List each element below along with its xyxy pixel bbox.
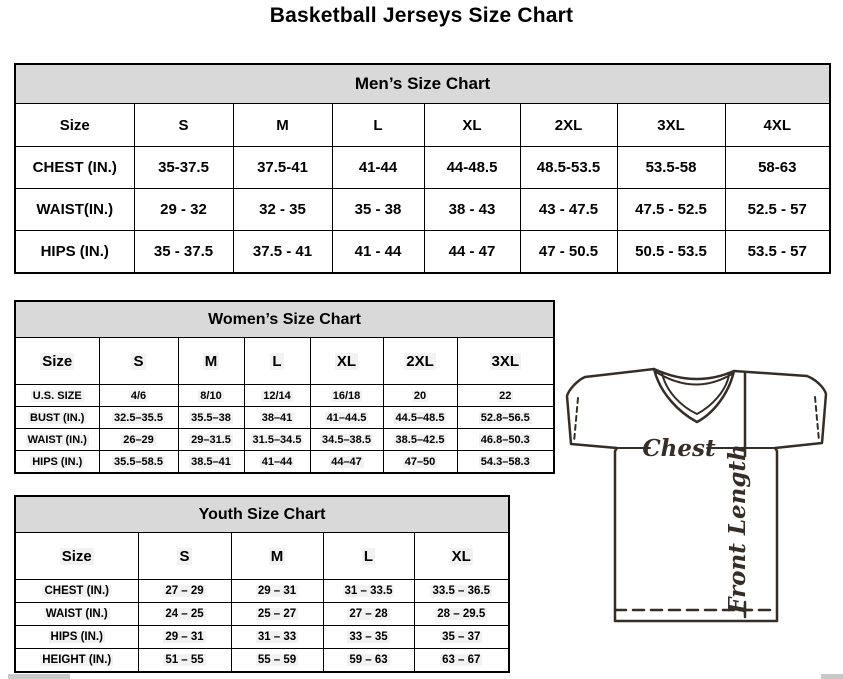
youth-cell-1-1 — [231, 603, 323, 626]
cell-text: 35.5–58.5 — [114, 455, 163, 468]
cell-text: CHEST (IN.) — [44, 585, 110, 597]
men-column-header-3: L — [332, 104, 424, 147]
cell-text: 16/18 — [332, 389, 361, 402]
cell-text: WAIST (IN.) — [27, 433, 87, 446]
women-cell-3-5 — [457, 451, 554, 474]
women-cell-1-5 — [457, 407, 554, 429]
women-table-row — [15, 385, 554, 407]
women-row-label-2 — [15, 429, 99, 451]
men-column-header-6: 3XL — [617, 104, 725, 147]
youth-cell-1-0 — [138, 603, 231, 626]
horizontal-scrollbar-thumb-left[interactable] — [8, 674, 70, 679]
men-cell-2-4: 47 - 50.5 — [520, 231, 617, 274]
cell-text: 8/10 — [200, 389, 222, 402]
cell-text: S — [179, 547, 190, 565]
men-cell-2-6: 53.5 - 57 — [725, 231, 830, 274]
women-cell-0-0 — [99, 385, 178, 407]
cell-text: HEIGHT (IN.) — [42, 654, 112, 666]
youth-cell-0-3 — [414, 580, 509, 603]
women-table-row — [15, 451, 554, 474]
youth-table-row — [15, 649, 509, 673]
men-cell-0-1: 37.5-41 — [233, 147, 332, 189]
cell-text: 38–41 — [261, 411, 293, 424]
cell-text: 35 – 37 — [442, 631, 481, 643]
cell-text: 4/6 — [130, 389, 147, 402]
youth-cell-3-2 — [323, 649, 414, 673]
men-cell-2-1: 37.5 - 41 — [233, 231, 332, 274]
cell-text: 31 – 33 — [257, 631, 297, 643]
women-row-label-1 — [15, 407, 99, 429]
men-cell-2-3: 44 - 47 — [424, 231, 520, 274]
cell-text: 12/14 — [263, 389, 291, 402]
youth-cell-2-0 — [138, 626, 231, 649]
men-cell-2-5: 50.5 - 53.5 — [617, 231, 725, 274]
cell-text: L — [363, 547, 374, 565]
cell-text: 47–50 — [404, 455, 436, 468]
cell-text: 44.5–48.5 — [395, 411, 445, 424]
cell-text: 25 – 27 — [257, 608, 297, 620]
youth-column-header-2 — [231, 533, 323, 580]
cell-text: 24 – 25 — [165, 608, 204, 620]
horizontal-scrollbar-thumb-right[interactable] — [821, 674, 843, 679]
women-cell-2-0 — [99, 429, 178, 451]
men-column-header-2: M — [233, 104, 332, 147]
youth-cell-1-2 — [323, 603, 414, 626]
men-table-row — [15, 231, 830, 274]
men-cell-1-3: 38 - 43 — [424, 189, 520, 231]
youth-column-header-4 — [414, 533, 509, 580]
youth-cell-2-3 — [414, 626, 509, 649]
women-cell-1-4 — [383, 407, 457, 429]
cell-text: Size — [61, 547, 92, 565]
women-column-header-6 — [457, 338, 554, 385]
women-cell-0-2 — [244, 385, 310, 407]
women-column-header-5 — [383, 338, 457, 385]
youth-row-label-2 — [15, 626, 138, 649]
youth-column-header-0 — [15, 533, 138, 580]
cell-text: 33 – 35 — [349, 631, 388, 643]
women-table-title: Women’s Size Chart — [15, 301, 554, 338]
youth-size-table — [14, 495, 510, 673]
cell-text: Size — [42, 352, 73, 370]
women-cell-3-1 — [178, 451, 244, 474]
cell-text: 3XL — [491, 352, 520, 370]
women-column-header-3 — [244, 338, 310, 385]
men-cell-1-6: 52.5 - 57 — [725, 189, 830, 231]
jersey-outline — [567, 369, 826, 621]
cell-text: 44–47 — [331, 455, 362, 468]
women-cell-2-4 — [383, 429, 457, 451]
cell-text: BUST (IN.) — [30, 411, 85, 424]
womens-size-table — [14, 300, 555, 474]
cell-text: 59 – 63 — [349, 654, 388, 666]
cell-text: 31.5–34.5 — [252, 433, 302, 446]
men-cell-1-1: 32 - 35 — [233, 189, 332, 231]
men-table-row — [15, 147, 830, 189]
cell-text: 52.8–56.5 — [480, 411, 530, 424]
women-cell-0-3 — [310, 385, 383, 407]
youth-table-row — [15, 626, 509, 649]
youth-cell-0-0 — [138, 580, 231, 603]
men-row-label-0: CHEST (IN.) — [15, 147, 134, 189]
men-cell-1-5: 47.5 - 52.5 — [617, 189, 725, 231]
women-cell-3-2 — [244, 451, 310, 474]
chest-measure-label: Chest — [642, 435, 716, 462]
men-column-header-1: S — [134, 104, 233, 147]
cell-text: 38.5–42.5 — [395, 433, 445, 446]
cell-text: HIPS (IN.) — [32, 455, 83, 468]
cell-text: 31 – 33.5 — [344, 585, 393, 597]
mens-size-table — [14, 63, 831, 274]
men-table-title: Men’s Size Chart — [15, 64, 830, 104]
cell-text: 55 – 59 — [257, 654, 297, 666]
youth-cell-2-1 — [231, 626, 323, 649]
cell-text: 34.5–38.5 — [322, 433, 371, 446]
men-cell-0-2: 41-44 — [332, 147, 424, 189]
men-cell-0-3: 44-48.5 — [424, 147, 520, 189]
mens-size-chart-table — [14, 63, 829, 274]
women-cell-1-1 — [178, 407, 244, 429]
cell-text: U.S. SIZE — [32, 389, 82, 402]
youth-table-title: Youth Size Chart — [15, 496, 509, 533]
women-column-header-1 — [99, 338, 178, 385]
women-cell-2-1 — [178, 429, 244, 451]
youth-cell-0-2 — [323, 580, 414, 603]
cell-text: 26–29 — [123, 433, 154, 446]
cell-text: 41–44 — [261, 455, 293, 468]
men-cell-2-0: 35 - 37.5 — [134, 231, 233, 274]
women-cell-1-2 — [244, 407, 310, 429]
cell-text: 54.3–58.3 — [480, 455, 530, 468]
youth-cell-3-0 — [138, 649, 231, 673]
cell-text: 33.5 – 36.5 — [432, 585, 491, 597]
women-cell-1-3 — [310, 407, 383, 429]
youth-cell-1-3 — [414, 603, 509, 626]
youth-cell-2-2 — [323, 626, 414, 649]
men-cell-0-6: 58-63 — [725, 147, 830, 189]
women-cell-2-2 — [244, 429, 310, 451]
women-row-label-3 — [15, 451, 99, 474]
men-cell-0-4: 48.5-53.5 — [520, 147, 617, 189]
cell-text: WAIST (IN.) — [45, 608, 108, 620]
men-cell-1-2: 35 - 38 — [332, 189, 424, 231]
men-column-header-5: 2XL — [520, 104, 617, 147]
cell-text: 20 — [413, 389, 427, 402]
cell-text: HIPS (IN.) — [50, 631, 103, 643]
youth-row-label-1 — [15, 603, 138, 626]
men-cell-0-0: 35-37.5 — [134, 147, 233, 189]
cell-text: L — [272, 352, 282, 370]
women-column-header-4 — [310, 338, 383, 385]
cell-text: 29–31.5 — [191, 433, 231, 446]
women-column-header-2 — [178, 338, 244, 385]
men-table-row — [15, 189, 830, 231]
men-cell-2-2: 41 - 44 — [332, 231, 424, 274]
women-column-header-0 — [15, 338, 99, 385]
women-cell-1-0 — [99, 407, 178, 429]
cell-text: 22 — [499, 389, 512, 402]
men-cell-0-5: 53.5-58 — [617, 147, 725, 189]
youth-row-label-3 — [15, 649, 138, 673]
cell-text: XL — [336, 352, 357, 370]
youth-column-header-3 — [323, 533, 414, 580]
cell-text: 41–44.5 — [326, 411, 367, 424]
cell-text: 32.5–35.5 — [114, 411, 163, 424]
men-row-label-2: HIPS (IN.) — [15, 231, 134, 274]
cell-text: 28 – 29.5 — [437, 608, 486, 620]
women-cell-0-1 — [178, 385, 244, 407]
cell-text: 29 – 31 — [257, 585, 297, 597]
men-cell-1-4: 43 - 47.5 — [520, 189, 617, 231]
cell-text: 38.5–41 — [191, 455, 231, 468]
youth-cell-3-3 — [414, 649, 509, 673]
youth-table-row — [15, 603, 509, 626]
women-cell-3-4 — [383, 451, 457, 474]
jersey-illustration — [558, 360, 840, 632]
front-length-measure-label: Front Length — [724, 444, 751, 614]
men-cell-1-0: 29 - 32 — [134, 189, 233, 231]
cell-text: M — [204, 352, 218, 370]
cell-text: M — [270, 547, 284, 565]
youth-size-chart-table — [14, 495, 508, 673]
youth-row-label-0 — [15, 580, 138, 603]
men-column-header-7: 4XL — [725, 104, 830, 147]
cell-text: 35.5–38 — [191, 411, 231, 424]
men-column-header-0: Size — [15, 104, 134, 147]
cell-text: XL — [451, 547, 471, 565]
men-row-label-1: WAIST(IN.) — [15, 189, 134, 231]
women-cell-3-3 — [310, 451, 383, 474]
youth-table-row — [15, 580, 509, 603]
youth-cell-0-1 — [231, 580, 323, 603]
cell-text: 29 – 31 — [165, 631, 204, 643]
women-table-row — [15, 407, 554, 429]
page-title: Basketball Jerseys Size Chart — [269, 4, 574, 27]
jersey-measurement-diagram — [558, 360, 840, 632]
women-row-label-0 — [15, 385, 99, 407]
youth-cell-3-1 — [231, 649, 323, 673]
cell-text: 63 – 67 — [442, 654, 481, 666]
women-cell-0-5 — [457, 385, 554, 407]
women-cell-2-5 — [457, 429, 554, 451]
cell-text: 46.8–50.3 — [480, 433, 530, 446]
cell-text: 2XL — [406, 352, 434, 370]
women-cell-2-3 — [310, 429, 383, 451]
cell-text: 27 – 29 — [165, 585, 204, 597]
men-column-header-4: XL — [424, 104, 520, 147]
cell-text: 51 – 55 — [165, 654, 204, 666]
women-table-row — [15, 429, 554, 451]
cell-text: S — [133, 352, 144, 370]
womens-size-chart-table — [14, 300, 553, 474]
women-cell-0-4 — [383, 385, 457, 407]
youth-column-header-1 — [138, 533, 231, 580]
cell-text: 27 – 28 — [349, 608, 388, 620]
women-cell-3-0 — [99, 451, 178, 474]
